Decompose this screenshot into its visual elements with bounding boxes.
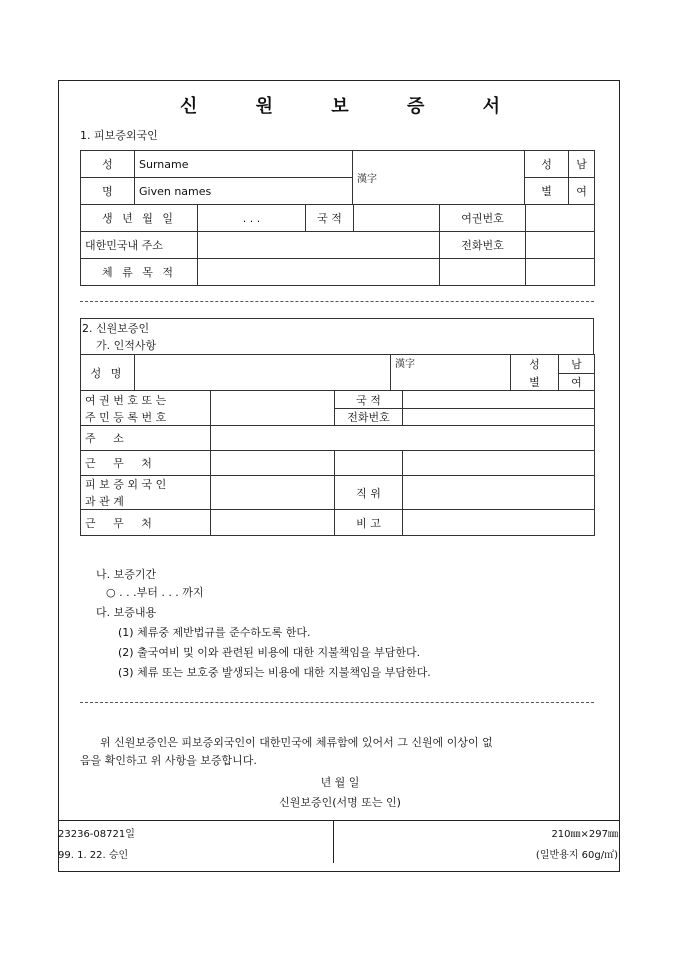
sex-top-label: 성 [525,151,569,178]
nationality-field[interactable] [354,205,440,232]
period-heading: 나. 보증기간 [96,568,157,581]
sex-bottom-label: 별 [525,178,569,205]
purpose-extra[interactable] [440,259,526,286]
workplace2-label: 근 무 처 [81,510,211,536]
guarantor-hanja-field[interactable] [391,355,511,391]
guarantor-details-table [80,390,595,536]
purpose-extra-2[interactable] [526,259,595,286]
section2-heading: 2. 신원보증인 [82,322,150,335]
dob-label: 생 년 월 일 [81,205,198,232]
relation-label-line1: 피 보 증 외 국 인 [81,476,211,493]
surname-label: Surname [135,151,353,178]
foreigner-details-table [80,204,595,286]
remarks-label: 비 고 [335,510,403,536]
guarantor-sex-bottom: 별 [511,374,559,391]
purpose-label: 체 류 목 적 [81,259,198,286]
dob-field[interactable]: . . . [198,205,306,232]
guarantor-name-field[interactable] [135,355,391,391]
relation-label-line2: 과 관 계 [81,493,211,510]
passport-label: 여권번호 [440,205,526,232]
position-field[interactable] [403,476,595,510]
period-line[interactable]: ○ . . .부터 . . . 까지 [106,586,204,599]
approval-date: 99. 1. 22. 승인 [58,850,129,861]
passport-label-line1: 여 권 번 호 또 는 [81,391,211,409]
guarantor-male-option[interactable]: 남 [559,355,595,374]
statement-line1: 위 신원보증인은 피보증외국인이 대한민국에 체류함에 있어서 그 신원에 이상이 없 [100,736,493,749]
guarantor-workplace-extra-2[interactable] [403,451,595,476]
position-label: 직 위 [335,476,403,510]
workplace2-field[interactable] [211,510,335,536]
content-item: (2) 출국여비 및 이와 관련된 비용에 대한 지불책임을 부담한다. [118,646,421,659]
content-item: (1) 체류중 제반법규를 준수하도록 한다. [118,626,311,639]
guarantor-phone-field[interactable] [403,409,595,426]
content-item: (3) 체류 또는 보호중 발생되는 비용에 대한 지불책임을 부담한다. [118,666,431,679]
form-number: 23236-08721일 [58,829,135,840]
surname-cell: 성 [81,151,135,178]
guarantor-address-field[interactable] [211,426,595,451]
statement-date[interactable]: 년 월 일 [320,776,360,789]
section2-subheading: 가. 인적사항 [96,339,157,352]
paper-type: (일반용지 60g/㎡) [535,850,618,861]
guarantor-hanja-label: 漢字 [395,359,415,370]
guarantor-workplace-extra[interactable] [335,451,403,476]
signature-line[interactable]: 신원보증인(서명 또는 인) [279,796,401,809]
foreigner-table [80,150,595,205]
footer-divider [333,821,334,863]
section1-heading: 1. 피보증외국인 [80,129,158,142]
content-heading: 다. 보증내용 [96,606,157,619]
purpose-field[interactable] [198,259,440,286]
divider-2 [80,702,594,703]
relation-field[interactable] [211,476,335,510]
phone-field[interactable] [526,232,595,259]
guarantor-sex-top: 성 [511,355,559,374]
guarantor-nationality-field[interactable] [403,391,595,409]
hanja-field[interactable] [353,151,525,205]
remarks-field[interactable] [403,510,595,536]
divider-1 [80,301,594,302]
guarantor-name-label: 성 명 [81,355,135,391]
guarantor-nationality-label: 국 적 [335,391,403,409]
given-label: Given names [135,178,353,205]
guarantor-workplace-field[interactable] [211,451,335,476]
hanja-label: 漢字 [357,174,378,185]
guarantor-address-label: 주 소 [81,426,211,451]
nationality-label: 국 적 [306,205,354,232]
passport-field[interactable] [526,205,595,232]
guarantor-workplace-label: 근 무 처 [81,451,211,476]
given-cell: 명 [81,178,135,205]
female-option[interactable]: 여 [569,178,595,205]
address-field[interactable] [198,232,440,259]
guarantor-female-option[interactable]: 여 [559,374,595,391]
phone-label: 전화번호 [440,232,526,259]
paper-size: 210㎜×297㎜ [551,829,618,840]
guarantor-passport-field[interactable] [211,391,335,426]
guarantor-heading-box [80,318,594,354]
guarantor-phone-label: 전화번호 [335,409,403,426]
statement-line2: 음을 확인하고 위 사항을 보증합니다. [80,754,257,767]
passport-label-line2: 주 민 등 록 번 호 [81,409,211,426]
male-option[interactable]: 남 [569,151,595,178]
guarantor-name-table [80,354,595,391]
address-label: 대한민국내 주소 [81,232,198,259]
form-title: 신 원 보 증 서 [179,96,526,117]
